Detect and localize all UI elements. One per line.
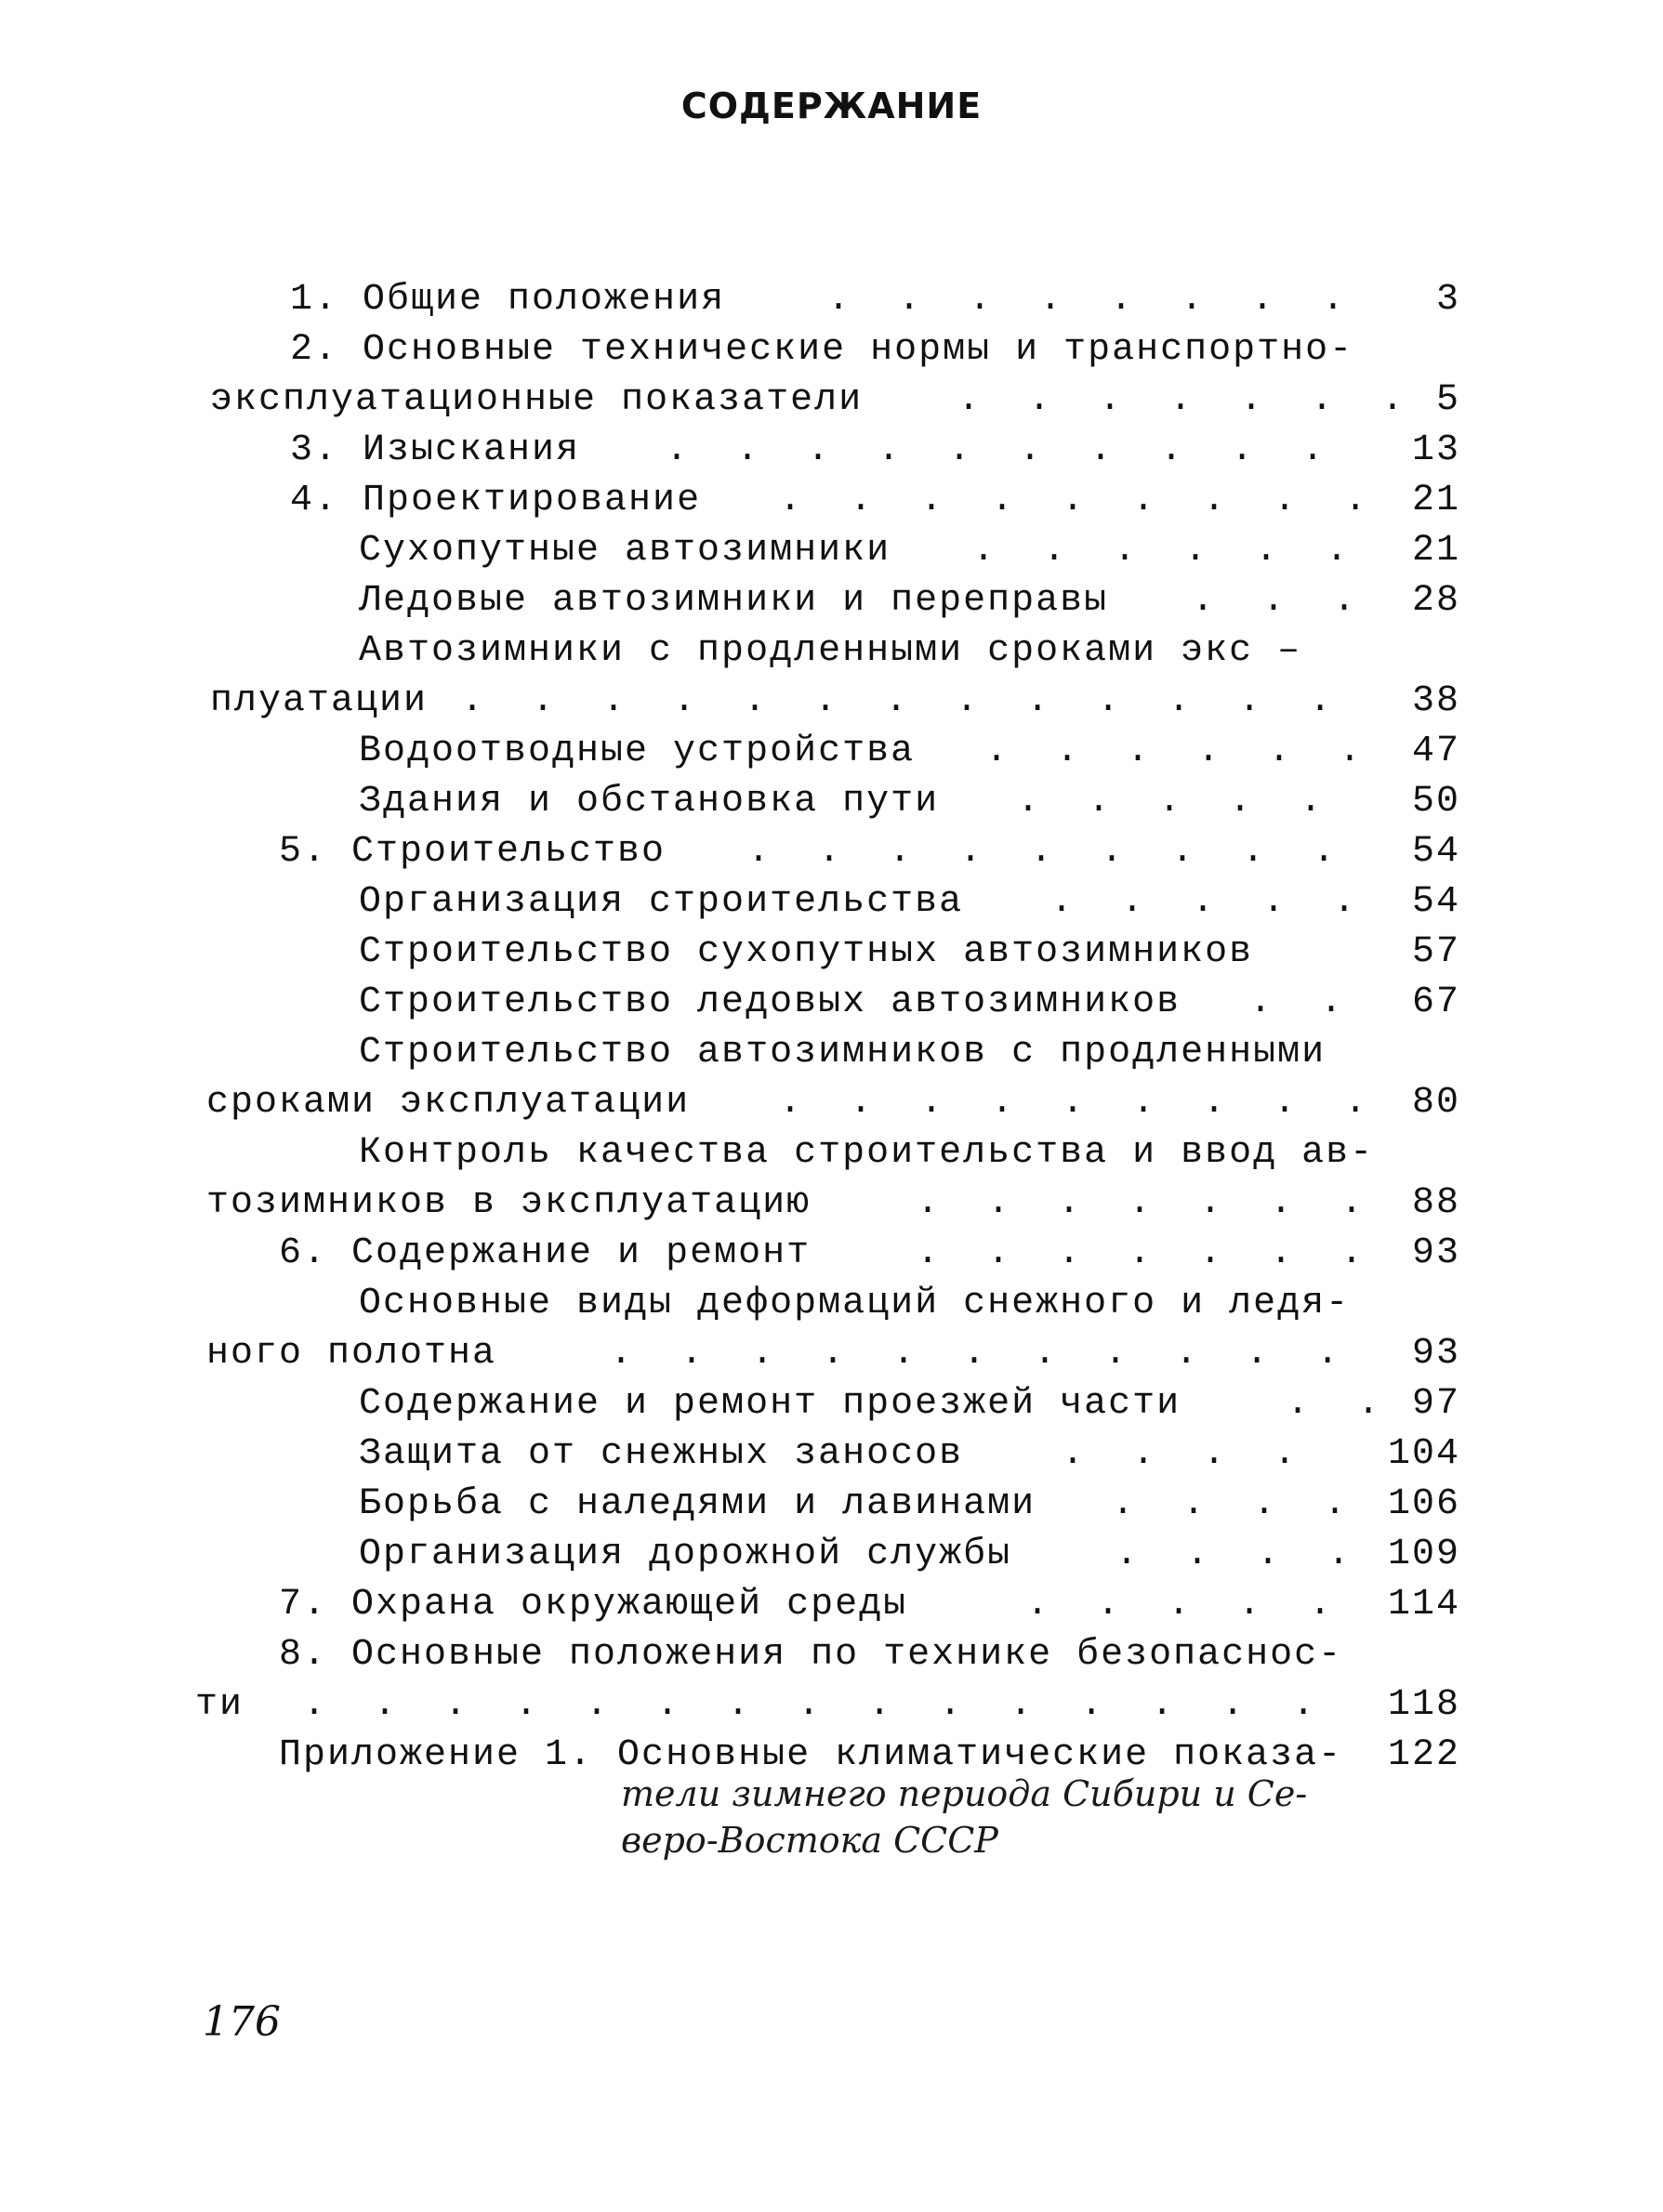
toc-entry-page: 21 [1411, 480, 1460, 521]
toc-entry-page: 106 [1387, 1483, 1460, 1525]
toc-entry [0, 877, 1663, 928]
toc-entry [0, 1128, 1663, 1178]
toc-entry-title: Строительство ледовых автозимников [359, 981, 1181, 1023]
toc-entry-dots: . . . . . . [972, 530, 1362, 572]
toc-entry [0, 426, 1663, 476]
toc-entry [0, 1429, 1663, 1480]
toc-entry-title: Приложение 1. Основные климатические показа- [279, 1734, 1343, 1776]
toc-entry-dots: . . . . . . . . . . . . . . . [303, 1684, 1328, 1726]
toc-entry-page: 38 [1411, 680, 1460, 722]
toc-entry-title: Сухопутные автозимники [359, 530, 891, 572]
toc-entry-dots: . . . . . . . . . [779, 1082, 1380, 1124]
toc-entry-page: 67 [1411, 981, 1460, 1023]
page-title: СОДЕРЖАНИЕ [680, 86, 983, 126]
toc-entry [0, 1279, 1663, 1329]
handwritten-line: веро-Востока СССР [621, 1820, 998, 1861]
toc-entry-title: Строительство сухопутных автозимников [359, 931, 1254, 973]
toc-entry-title: Здания и обстановка пути [359, 781, 940, 823]
toc-entry-title: 2. Основные технические нормы и транспортно- [290, 329, 1354, 371]
toc-entry-title: эксплуатационные показатели [210, 379, 864, 421]
toc-entry [0, 476, 1663, 526]
toc-entry-page: 50 [1411, 781, 1460, 823]
toc-entry [0, 1630, 1663, 1680]
toc-entry-page: 21 [1411, 530, 1460, 572]
toc-entry-page: 13 [1411, 429, 1460, 471]
toc-entry-dots: . . [1249, 981, 1356, 1023]
toc-entry-title: Организация дорожной службы [359, 1534, 1012, 1575]
toc-entry [0, 576, 1663, 626]
toc-entry [0, 677, 1663, 727]
toc-entry-page: 88 [1411, 1182, 1460, 1224]
toc-entry-page: 104 [1387, 1433, 1460, 1475]
toc-entry [0, 275, 1663, 325]
toc-entry [0, 1530, 1663, 1580]
toc-entry-title: плуатации [210, 680, 429, 722]
toc-entry-title: Водоотводные устройства [359, 731, 916, 772]
toc-entry-title: ного полотна [206, 1333, 497, 1375]
toc-entry-page: 93 [1411, 1333, 1460, 1375]
toc-entry-dots: . . [1287, 1383, 1393, 1425]
toc-entry-title: сроками эксплуатации [206, 1082, 691, 1124]
toc-entry [0, 777, 1663, 827]
toc-entry-page: 28 [1411, 580, 1460, 622]
toc-entry [0, 827, 1663, 877]
toc-entry-dots: . . . . . [1026, 1584, 1345, 1626]
toc-entry [0, 375, 1663, 426]
toc-entry-dots: . . . . . . . . . [747, 831, 1349, 873]
toc-entry-page: 80 [1411, 1082, 1460, 1124]
toc-entry-page: 97 [1411, 1383, 1460, 1425]
toc-entry [0, 978, 1663, 1028]
toc-entry-title: Содержание и ремонт проезжей части [359, 1383, 1181, 1425]
toc-entry [0, 1680, 1663, 1731]
toc-entry-page: 93 [1411, 1232, 1460, 1274]
toc-entry-page: 109 [1387, 1534, 1460, 1575]
toc-entry-dots: . . . . [1115, 1534, 1364, 1575]
toc-entry [0, 1580, 1663, 1630]
toc-entry-page: 47 [1411, 731, 1460, 772]
toc-entry-title: ти [195, 1684, 244, 1726]
handwritten-line: тели зимнего периода Сибири и Се- [621, 1773, 1308, 1814]
toc-entry-page: 114 [1387, 1584, 1460, 1626]
toc-entry [0, 928, 1663, 978]
toc-entry [0, 1078, 1663, 1128]
toc-entry-title: Организация строительства [359, 881, 964, 923]
toc-entry-title: 3. Изыскания [290, 429, 581, 471]
toc-entry-title: Контроль качества строительства и ввод ав- [359, 1132, 1375, 1174]
toc-entry-dots: . . . . . . . . . . . . . [461, 680, 1345, 722]
toc-entry-title: 5. Строительство [279, 831, 667, 873]
toc-entry-title: тозимников в эксплуатацию [206, 1182, 812, 1224]
toc-entry-title: Основные виды деформаций снежного и ледя- [359, 1283, 1351, 1324]
toc-entry-dots: . . . . . . . [957, 379, 1418, 421]
toc-entry-dots: . . . [1192, 580, 1369, 622]
toc-entry-page: 5 [1435, 379, 1460, 421]
toc-entry-title: 8. Основные положения по технике безопаснос- [279, 1634, 1343, 1676]
toc-entry-dots: . . . . . . . . [827, 279, 1358, 321]
toc-entry-dots: . . . . . . . [917, 1232, 1377, 1274]
toc-entry-dots: . . . . . . . . . [779, 480, 1380, 521]
toc-entry-page: 57 [1411, 931, 1460, 973]
toc-entry-dots: . . . . . [1017, 781, 1336, 823]
toc-entry-dots: . . . . . . [985, 731, 1375, 772]
toc-entry-title: Защита от снежных заносов [359, 1433, 964, 1475]
toc-entry-title: 7. Охрана окружающей среды [279, 1584, 908, 1626]
toc-entry-dots: . . . . . . . . . . . [610, 1333, 1353, 1375]
toc-entry [0, 1329, 1663, 1379]
toc-entry [0, 727, 1663, 777]
toc-entry [0, 1229, 1663, 1279]
toc-entry-title: Автозимники с продленными сроками экс – [359, 630, 1302, 672]
toc-entry [0, 626, 1663, 677]
toc-entry-title: 4. Проектирование [290, 480, 702, 521]
toc-entry-title: Борьба с наледями и лавинами [359, 1483, 1036, 1525]
toc-entry [0, 1379, 1663, 1429]
toc-entry-page: 3 [1435, 279, 1460, 321]
toc-entry-dots: . . . . . . . [917, 1182, 1377, 1224]
toc-entry-title: Ледовые автозимники и переправы [359, 580, 1109, 622]
toc-entry-dots: . . . . . [1050, 881, 1369, 923]
toc-entry [0, 1480, 1663, 1530]
toc-entry-dots: . . . . [1112, 1483, 1360, 1525]
toc-entry-title: 6. Содержание и ремонт [279, 1232, 812, 1274]
toc-entry-page: 54 [1411, 881, 1460, 923]
toc-entry-page: 118 [1387, 1684, 1460, 1726]
toc-entry [0, 1178, 1663, 1229]
toc-entry-title: 1. Общие положения [290, 279, 726, 321]
toc-entry-page: 122 [1387, 1734, 1460, 1776]
toc-entry-dots: . . . . [1062, 1433, 1310, 1475]
toc-entry [0, 1028, 1663, 1078]
toc-entry-title: Строительство автозимников с продленными [359, 1032, 1326, 1073]
page-number: 176 [203, 1998, 281, 2046]
toc-entry-page: 54 [1411, 831, 1460, 873]
toc-entry [0, 325, 1663, 375]
toc-entry [0, 526, 1663, 576]
toc-entry-dots: . . . . . . . . . . [666, 429, 1338, 471]
